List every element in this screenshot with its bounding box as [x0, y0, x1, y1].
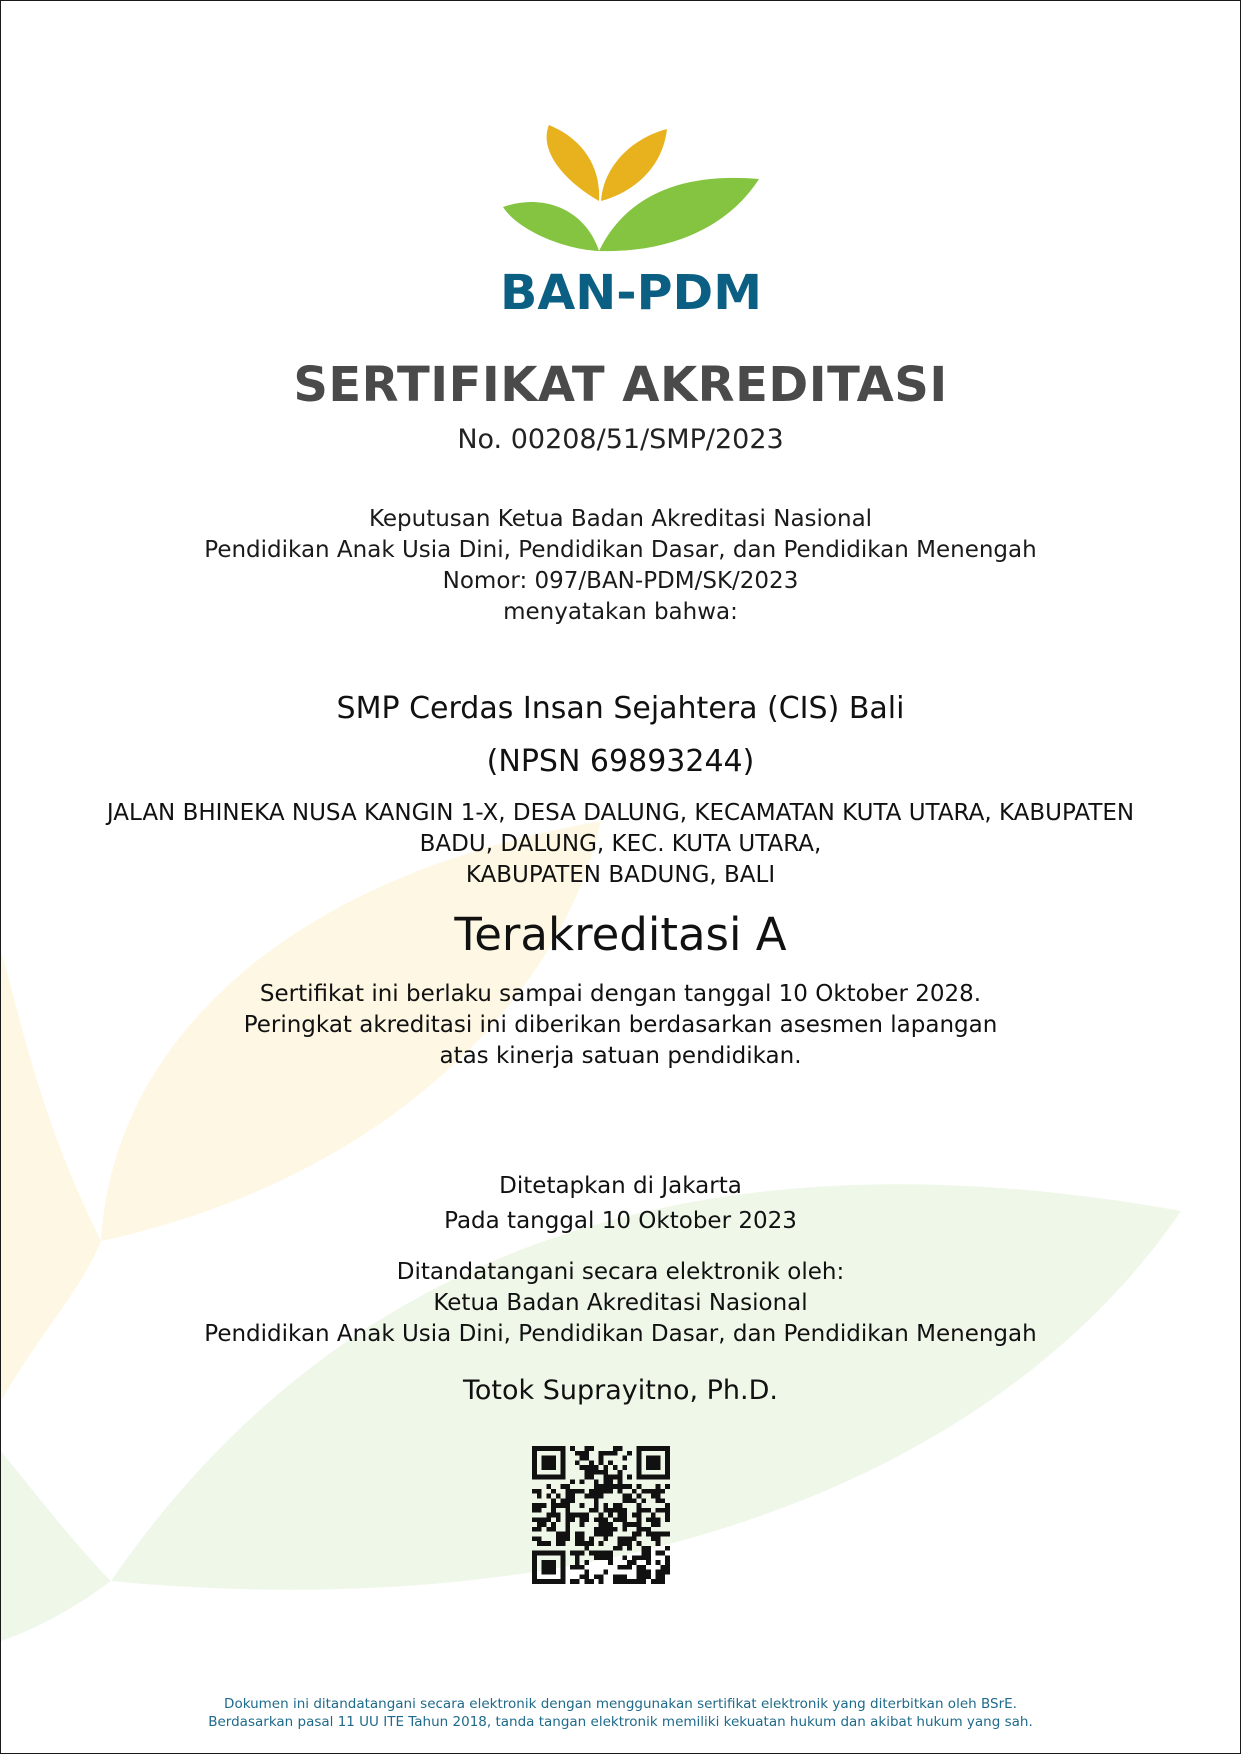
ban-pdm-logo	[491, 119, 771, 319]
validity-statement	[61, 979, 1180, 1072]
certificate-number: No. 00208/51/SMP/2023	[457, 424, 784, 455]
logo-yellow-leaf-right	[601, 129, 667, 201]
school-npsn: (NPSN 69893244)	[486, 744, 755, 779]
logo-green-leaf-left	[503, 202, 599, 251]
logo-wordmark: BAN-PDM	[500, 265, 762, 319]
validity-line: Sertifikat ini berlaku sampai dengan tanggal 10 Oktober 2028.	[259, 981, 982, 1007]
accreditation-grade: Terakreditasi A	[454, 908, 787, 961]
signer-name: Totok Suprayitno, Ph.D.	[463, 1375, 778, 1406]
footer-line: Berdasarkan pasal 11 UU ITE Tahun 2018, tanda tangan elektronik memiliki kekuatan hukum dan akibat hukum yang sah.	[208, 1714, 1033, 1730]
validity-line: Peringkat akreditasi ini diberikan berdasarkan asesmen lapangan	[243, 1012, 998, 1038]
school-name: SMP Cerdas Insan Sejahtera (CIS) Bali	[336, 691, 905, 726]
address-line: JALAN BHINEKA NUSA KANGIN 1-X, DESA DALUNG, KECAMATAN KUTA UTARA, KABUPATEN	[106, 800, 1135, 826]
signed-by-line: Ditandatangani secara elektronik oleh:	[396, 1259, 845, 1285]
decree-line: menyatakan bahwa:	[503, 599, 738, 625]
decree-block	[61, 504, 1180, 628]
qr-code-icon	[532, 1446, 670, 1584]
decree-line: Keputusan Ketua Badan Akreditasi Nasional	[368, 506, 873, 532]
certificate-title: SERTIFIKAT AKREDITASI	[293, 357, 948, 413]
address-line: BADU, DALUNG, KEC. KUTA UTARA,	[419, 831, 822, 857]
validity-line: atas kinerja satuan pendidikan.	[439, 1043, 802, 1069]
issued-date: Pada tanggal 10 Oktober 2023	[444, 1208, 797, 1234]
footer-line: Dokumen ini ditandatangani secara elektronik dengan menggunakan sertifikat elektronik yang diterbitkan oleh BSrE.	[224, 1696, 1017, 1712]
decree-line: Pendidikan Anak Usia Dini, Pendidikan Dasar, dan Pendidikan Menengah	[204, 537, 1037, 563]
signed-by-line: Pendidikan Anak Usia Dini, Pendidikan Dasar, dan Pendidikan Menengah	[204, 1321, 1037, 1347]
logo-yellow-leaf-left	[547, 125, 600, 201]
signed-by-block	[61, 1257, 1180, 1350]
electronic-signature-footer	[61, 1695, 1180, 1731]
signed-by-line: Ketua Badan Akreditasi Nasional	[433, 1290, 808, 1316]
decree-line: Nomor: 097/BAN-PDM/SK/2023	[442, 568, 799, 594]
issued-place: Ditetapkan di Jakarta	[499, 1173, 742, 1199]
address-line: KABUPATEN BADUNG, BALI	[465, 862, 776, 888]
school-address	[61, 798, 1180, 891]
